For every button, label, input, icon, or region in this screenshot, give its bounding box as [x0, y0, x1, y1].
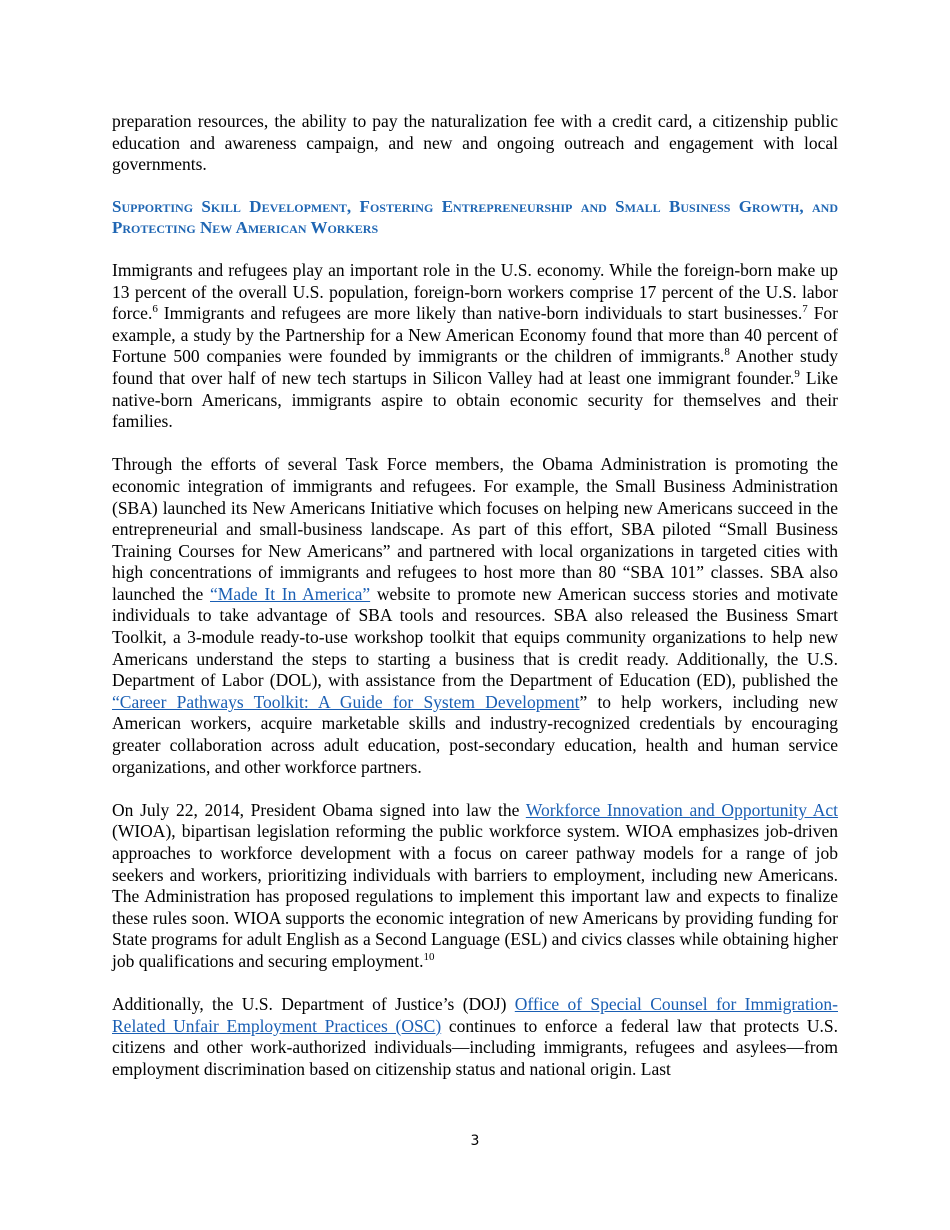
text-run: Immigrants and refugees are more likely than native-born individuals to start businesses.: [157, 303, 803, 324]
text-run: For example, a study by the Partnership for a New American Economy found that more than 40 percent of Fortune 500 companies were founded by immigrants or the children of immigrants.: [112, 303, 838, 367]
osc-link[interactable]: Office of Special Counsel for Immigration-Related Unfair Employment Practices (OSC): [112, 994, 838, 1036]
footnote-ref-7[interactable]: 7: [802, 303, 808, 316]
paragraph-continued: preparation resources, the ability to pay the naturalization fee with a credit card, a citizenship public education and awareness campaign, and new and ongoing outreach and engagement with local governments.: [112, 111, 838, 175]
text-run: Like native-born Americans, immigrants aspire to obtain economic security for themselves and their families.: [112, 367, 839, 432]
document-body: [112, 111, 838, 1081]
text-run: website to promote new American success stories and motivate individuals to take advantage of SBA tools and resources. SBA also released the Business Smart Toolkit, a 3-module ready-to-use workshop toolkit that equips community organizations to help new Americans understand the steps to starting a business that is credit ready. Additionally, the U.S. Department of Labor (DOL), with assistance from the Department of Education (ED), published the: [112, 583, 838, 691]
footnote-ref-10[interactable]: 10: [423, 951, 435, 964]
footnote-ref-8[interactable]: 8: [724, 346, 730, 359]
career-pathways-toolkit-link[interactable]: “Career Pathways Toolkit: A Guide for System Development: [112, 691, 580, 712]
footnote-ref-9[interactable]: 9: [794, 368, 800, 381]
paragraph-doj-osc: [112, 994, 838, 1080]
text-run: On July 22, 2014, President Obama signed into law the: [112, 799, 526, 820]
wioa-link[interactable]: Workforce Innovation and Opportunity Act: [525, 799, 838, 820]
text-run: Additionally, the U.S. Department of Justice’s (DOJ): [112, 994, 515, 1015]
paragraph-task-force: [112, 454, 838, 778]
section-heading: Supporting Skill Development, Fostering Entrepreneurship and Small Business Growth, and Protecting New American Workers: [112, 197, 838, 237]
paragraph-wioa: [112, 800, 838, 973]
page-number: 3: [470, 1133, 480, 1149]
text-run: (WIOA), bipartisan legislation reforming the public workforce system. WIOA emphasizes job-driven approaches to workforce development with a focus on career pathway models for a range of job seekers and workers, prioritizing individuals with barriers to employment, including new Americans. The Administration has proposed regulations to implement this important law and expects to finalize these rules soon. WIOA supports the economic integration of new Americans by providing funding for State programs for adult English as a Second Language (ESL) and civics classes while obtaining higher job qualifications and securing employment.: [112, 821, 838, 971]
text-run: Through the efforts of several Task Force members, the Obama Administration is promoting the economic integration of immigrants and refugees. For example, the Small Business Administration (SBA) launched its New Americans Initiative which focuses on helping new Americans succeed in the entrepreneurial and small-business landscape. As part of this effort, SBA piloted “Small Business Training Courses for New Americans” and partnered with local organizations in targeted cities with high concentrations of immigrants and refugees to host more than 80 “SBA 101” classes. SBA also launched the: [112, 454, 838, 604]
text-run: Another study found that over half of new tech startups in Silicon Valley had at least one immigrant founder.: [112, 346, 838, 388]
text-run: Immigrants and refugees play an important role in the U.S. economy. While the foreign-born make up 13 percent of the overall U.S. population, foreign-born workers comprise 17 percent of the U.S. labor force.: [112, 259, 838, 324]
made-it-in-america-link[interactable]: “Made It In America”: [210, 583, 371, 604]
text-run: continues to enforce a federal law that protects U.S. citizens and other work-authorized individuals—including immigrants, refugees and asylees—from employment discrimination based on citizenship status and national origin. Last: [112, 1015, 838, 1079]
paragraph-immigrants-economy: [112, 260, 838, 433]
footnote-ref-6[interactable]: 6: [152, 303, 158, 316]
text-run: ” to help workers, including new American workers, acquire marketable skills and industry-recognized credentials by encouraging greater collaboration across adult education, post-secondary education, health and human service organizations, and other workforce partners.: [112, 691, 839, 777]
